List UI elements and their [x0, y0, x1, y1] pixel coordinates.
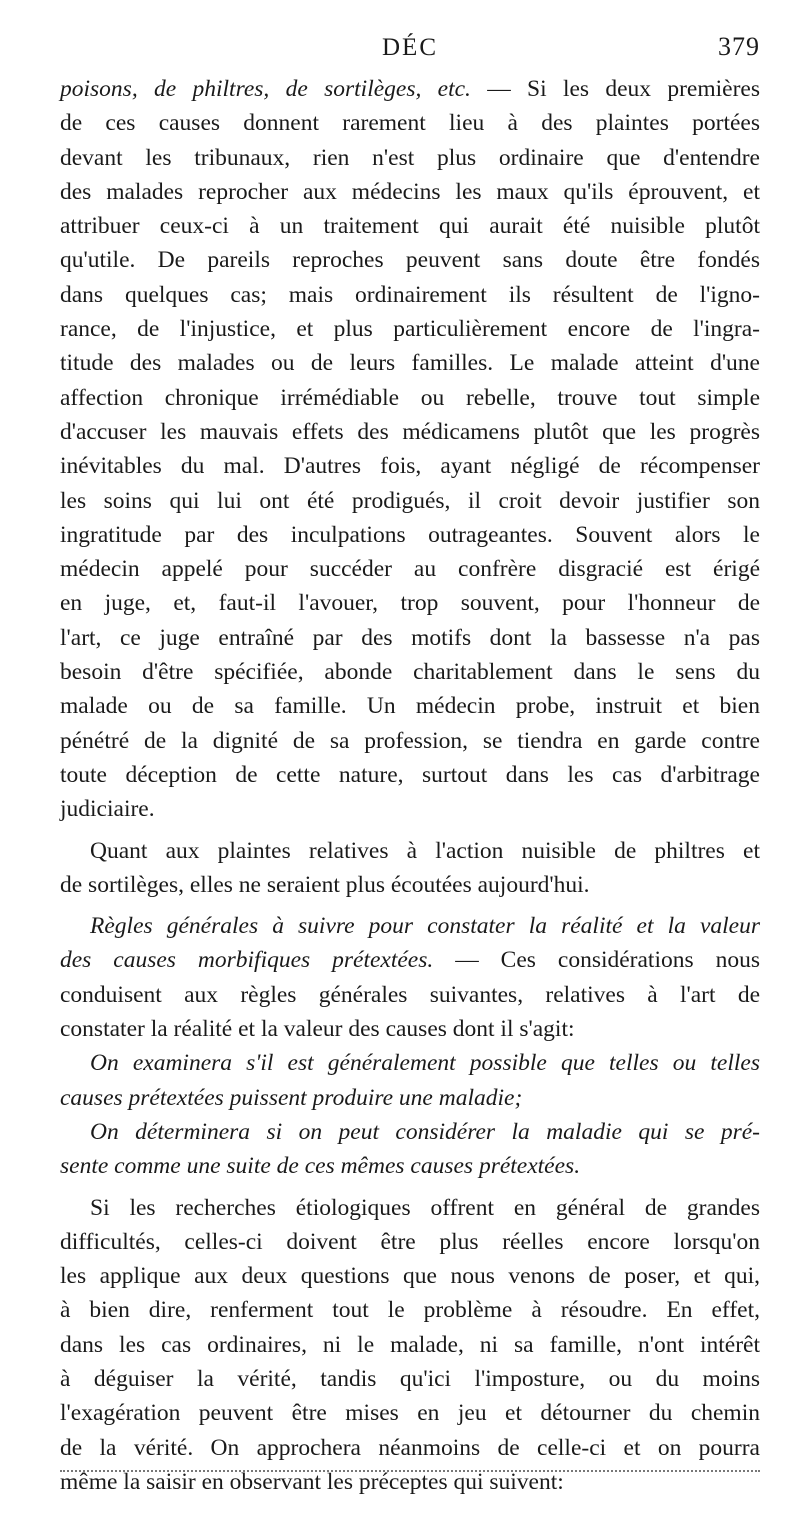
- rule-line: causes prétextées puissent produire une maladie;: [60, 1084, 523, 1111]
- text-line-first: [60, 72, 760, 106]
- text-line: d'accuser les mauvais effets des médicamens plutôt que les progrès: [60, 418, 760, 445]
- text-line: de sortilèges, elles ne seraient plus écoutées aujourd'hui.: [60, 871, 590, 898]
- text-line: ingratitude par des inculpations outrageantes. Souvent alors le: [60, 521, 760, 548]
- text-line: besoin d'être spécifiée, abonde charitablement dans le sens du: [60, 659, 760, 686]
- rule-line: On examinera s'il est généralement possible que telles ou telles: [90, 1050, 760, 1077]
- text-line: malade ou de sa famille. Un médecin probe, instruit et bien: [60, 693, 760, 720]
- footer-dotted-rule: [60, 1470, 760, 1472]
- text-line: difficultés, celles-ci doivent être plus réelles encore lorsqu'on: [60, 1228, 760, 1255]
- text-line: titude des malades ou de leurs familles. Le malade atteint d'une: [60, 350, 760, 377]
- text-line: médecin appelé pour succéder au confrère disgracié est érigé: [60, 556, 760, 583]
- text-line: pénétré de la dignité de sa profession, se tiendra en garde contre: [60, 727, 760, 754]
- text-italic-run: poisons, de philtres, de sortilèges, etc.: [60, 76, 471, 102]
- text-line: les soins qui lui ont été prodigués, il croit devoir justifier son: [60, 487, 760, 514]
- text-line: en juge, et, faut-il l'avouer, trop souvent, pour l'honneur de: [60, 590, 760, 617]
- text-line: affection chronique irrémédiable ou rebelle, trouve tout simple: [60, 384, 760, 411]
- text-line: dans quelques cas; mais ordinairement ils résultent de l'igno-: [60, 281, 760, 308]
- text-line: qu'utile. De pareils reproches peuvent sans doute être fondés: [60, 247, 760, 274]
- text-line: constater la réalité et la valeur des causes dont il s'agit:: [60, 1016, 575, 1043]
- page-header: [60, 28, 760, 72]
- text-line: conduisent aux règles générales suivantes, relatives à l'art de: [60, 981, 760, 1008]
- text-line: de ces causes donnent rarement lieu à des plaintes portées: [60, 110, 760, 137]
- book-page: [60, 28, 760, 1499]
- rule-line: On déterminera si on peut considérer la maladie qui se pré-: [90, 1118, 760, 1145]
- text-italic-run: des causes morbifiques prétextées.: [60, 947, 434, 974]
- text-line: dans les cas ordinaires, ni le malade, ni sa famille, n'ont intérêt: [60, 1331, 760, 1358]
- text-line: l'art, ce juge entraîné par des motifs dont la bassesse n'a pas: [60, 624, 760, 651]
- text-roman-run: — Ces considérations nous: [433, 947, 760, 974]
- text-line: les applique aux deux questions que nous venons de poser, et qui,: [60, 1263, 760, 1290]
- section-heading-line: Règles générales à suivre pour constater la réalité et la valeur: [90, 913, 760, 940]
- text-line: inévitables du mal. D'autres fois, ayant négligé de récompenser: [60, 453, 760, 480]
- section-heading-line-two: [60, 943, 760, 977]
- text-line: rance, de l'injustice, et plus particulièrement encore de l'ingra-: [60, 316, 760, 343]
- text-line: à déguiser la vérité, tandis qu'ici l'imposture, ou du moins: [60, 1365, 760, 1392]
- text-line: Quant aux plaintes relatives à l'action nuisible de philtres et: [90, 837, 760, 864]
- rule-line: sente comme une suite de ces mêmes causes prétextées.: [60, 1153, 581, 1180]
- text-roman-run: — Si les deux premières: [470, 76, 761, 102]
- text-line: attribuer ceux-ci à un traitement qui aurait été nuisible plutôt: [60, 213, 760, 240]
- text-line: des malades reprocher aux médecins les maux qu'ils éprouvent, et: [60, 178, 760, 205]
- text-line: toute déception de cette nature, surtout dans les cas d'arbitrage: [60, 761, 760, 788]
- text-line: de la vérité. On approchera néanmoins de celle-ci et on pourra: [60, 1434, 760, 1461]
- text-line: à bien dire, renferment tout le problème à résoudre. En effet,: [60, 1297, 760, 1324]
- text-line: l'exagération peuvent être mises en jeu et détourner du chemin: [60, 1400, 760, 1427]
- text-line: devant les tribunaux, rien n'est plus ordinaire que d'entendre: [60, 144, 760, 171]
- running-head: DÉC: [382, 34, 438, 61]
- text-line: judiciaire.: [60, 796, 155, 823]
- text-line: Si les recherches étiologiques offrent en général de grandes: [90, 1194, 760, 1221]
- page-number: 379: [718, 32, 760, 61]
- text-line: même la saisir en observant les préceptes qui suivent:: [60, 1468, 564, 1495]
- body-text: [60, 72, 760, 1499]
